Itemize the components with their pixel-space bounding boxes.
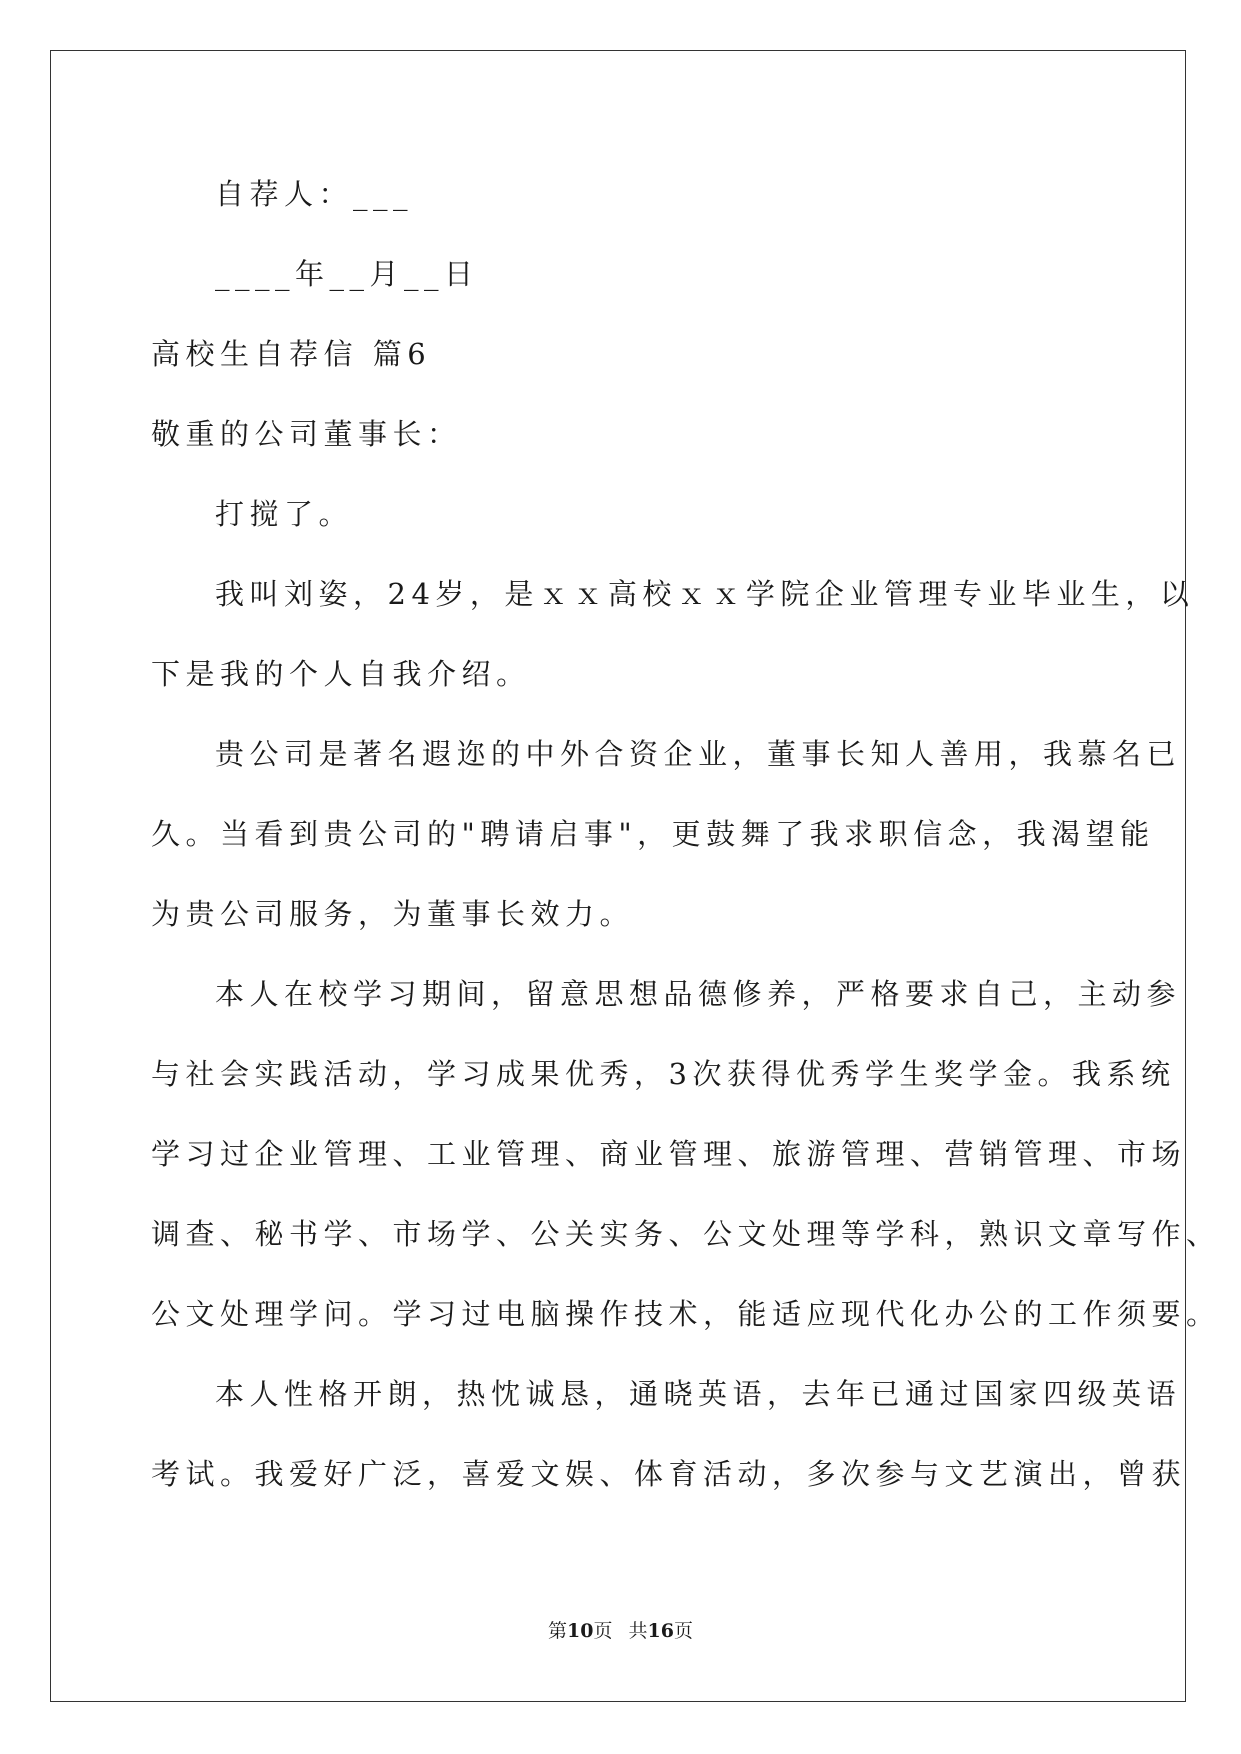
date-line: ____年__月__日 — [215, 257, 479, 291]
paragraph-company-line-3: 为贵公司服务，为董事长效力。 — [151, 897, 635, 931]
page-footer — [0, 1619, 1241, 1643]
footer-prefix: 第 — [548, 1620, 568, 1642]
paragraph-study-line-1: 本人在校学习期间，留意思想品德修养，严格要求自己，主动参 — [215, 977, 1182, 1011]
paragraph-intro-line-2: 下是我的个人自我介绍。 — [151, 657, 531, 691]
paragraph-study-line-3: 学习过企业管理、工业管理、商业管理、旅游管理、营销管理、市场 — [151, 1137, 1187, 1171]
footer-total-prefix: 共 — [628, 1620, 648, 1642]
signer-line: 自荐人：___ — [215, 177, 414, 211]
greeting-line: 打搅了。 — [215, 497, 354, 531]
total-page-number: 16 — [647, 1620, 674, 1642]
footer-total-suffix: 页 — [673, 1620, 693, 1642]
section-heading: 高校生自荐信 篇6 — [151, 337, 432, 371]
paragraph-study-line-4: 调查、秘书学、市场学、公关实务、公文处理等学科，熟识文章写作、 — [151, 1217, 1221, 1251]
paragraph-personality-line-1: 本人性格开朗，热忱诚恳，通晓英语，去年已通过国家四级英语 — [215, 1377, 1182, 1411]
paragraph-company-line-2: 久。当看到贵公司的"聘请启事"，更鼓舞了我求职信念，我渴望能 — [151, 817, 1155, 851]
paragraph-study-line-5: 公文处理学问。学习过电脑操作技术，能适应现代化办公的工作须要。 — [151, 1297, 1221, 1331]
paragraph-study-line-2: 与社会实践活动，学习成果优秀，3次获得优秀学生奖学金。我系统 — [151, 1057, 1176, 1091]
footer-page-word: 页 — [593, 1620, 613, 1642]
salutation: 敬重的公司董事长： — [151, 417, 462, 451]
paragraph-company-line-1: 贵公司是著名遐迩的中外合资企业，董事长知人善用，我慕名已 — [215, 737, 1182, 771]
current-page-number: 10 — [567, 1620, 594, 1642]
paragraph-intro-line-1: 我叫刘姿，24岁，是ｘｘ高校ｘｘ学院企业管理专业毕业生，以 — [215, 577, 1195, 611]
paragraph-personality-line-2: 考试。我爱好广泛，喜爱文娱、体育活动，多次参与文艺演出，曾获 — [151, 1457, 1187, 1491]
